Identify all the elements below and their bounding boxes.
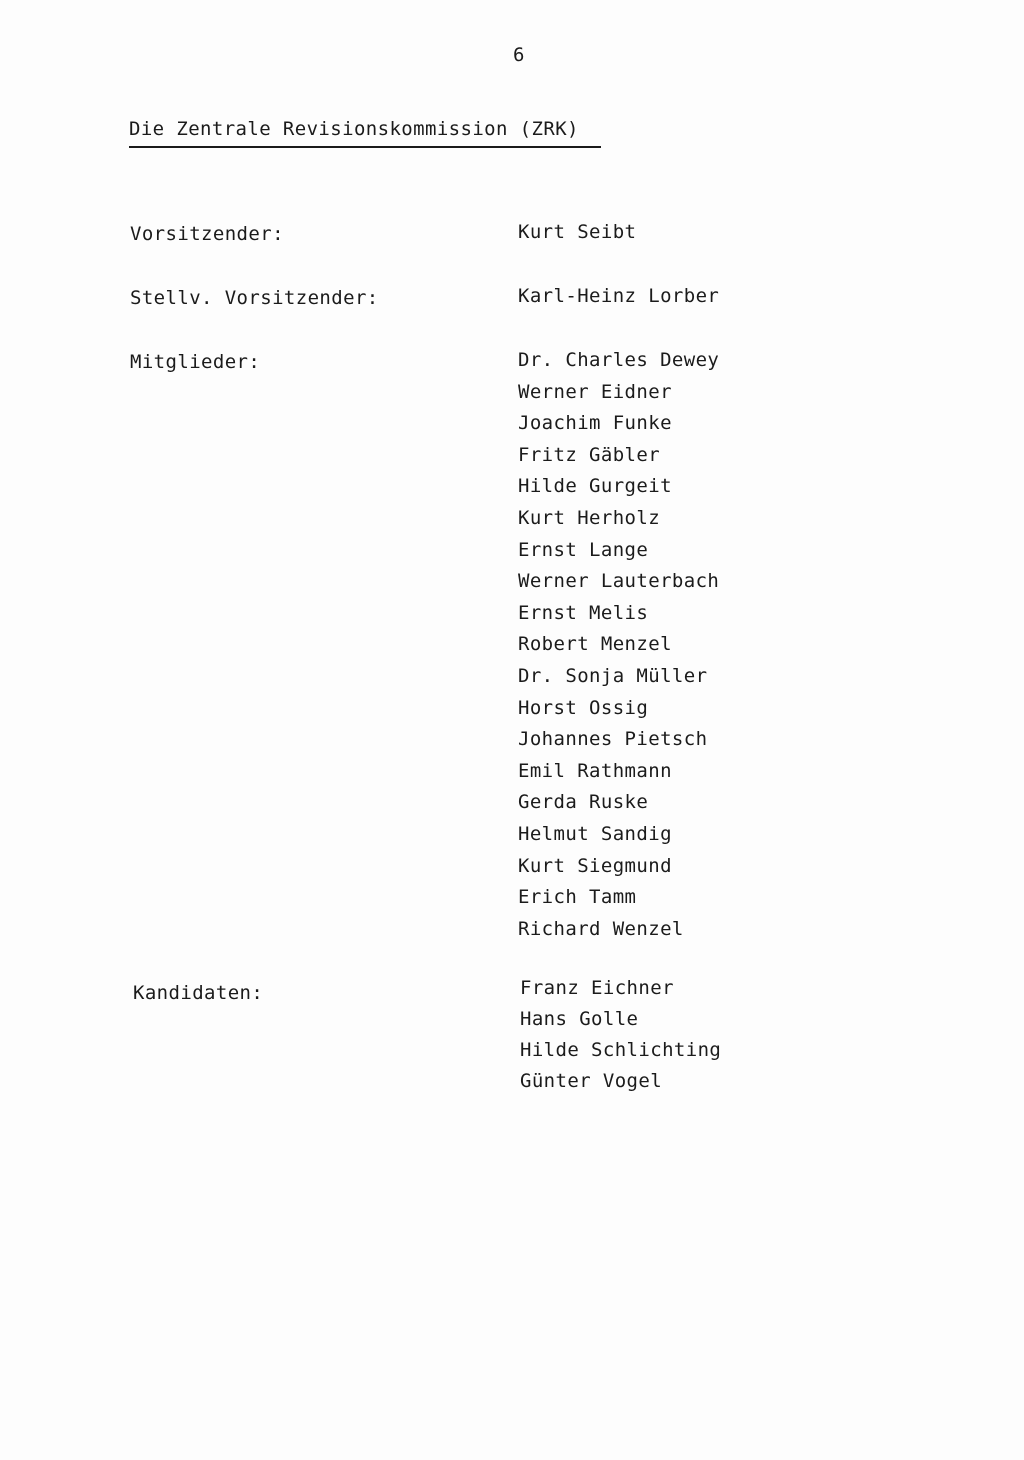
kandidaten-list bbox=[520, 975, 721, 1099]
member-name: Robert Menzel bbox=[518, 633, 672, 656]
member-name: Horst Ossig bbox=[518, 696, 649, 719]
candidate-name: Hans Golle bbox=[520, 1008, 639, 1030]
vorsitzender-name: Kurt Seibt bbox=[518, 221, 637, 243]
member-name: Ernst Melis bbox=[518, 601, 649, 624]
member-name: Werner Eidner bbox=[518, 380, 672, 403]
mitglieder-label: Mitglieder: bbox=[130, 351, 261, 373]
mitglieder-list bbox=[518, 347, 719, 947]
member-name: Ernst Lange bbox=[518, 538, 649, 561]
member-name: Werner Lauterbach bbox=[518, 570, 720, 593]
member-name: Dr. Sonja Müller bbox=[518, 664, 708, 687]
stellv-vorsitzender-label: Stellv. Vorsitzender: bbox=[130, 287, 379, 309]
kandidaten-label: Kandidaten: bbox=[133, 982, 264, 1004]
member-name: Kurt Siegmund bbox=[518, 854, 672, 877]
member-name: Hilde Gurgeit bbox=[518, 475, 672, 498]
stellv-vorsitzender-name: Karl-Heinz Lorber bbox=[518, 285, 720, 307]
vorsitzender-label: Vorsitzender: bbox=[130, 223, 284, 245]
member-name: Johannes Pietsch bbox=[518, 728, 708, 751]
candidate-name: Günter Vogel bbox=[520, 1070, 663, 1092]
member-name: Emil Rathmann bbox=[518, 759, 672, 782]
member-name: Richard Wenzel bbox=[518, 917, 684, 940]
member-name: Joachim Funke bbox=[518, 412, 672, 435]
member-name: Dr. Charles Dewey bbox=[518, 349, 720, 371]
page-title: Die Zentrale Revisionskommission (ZRK) bbox=[129, 116, 601, 148]
candidate-name: Hilde Schlichting bbox=[520, 1039, 722, 1061]
member-name: Fritz Gäbler bbox=[518, 443, 661, 466]
member-name: Erich Tamm bbox=[518, 886, 637, 909]
member-name: Gerda Ruske bbox=[518, 791, 649, 814]
member-name: Helmut Sandig bbox=[518, 822, 672, 845]
member-name: Kurt Herholz bbox=[518, 506, 661, 529]
candidate-name: Franz Eichner bbox=[520, 977, 674, 999]
page-number: 6 bbox=[513, 44, 525, 66]
